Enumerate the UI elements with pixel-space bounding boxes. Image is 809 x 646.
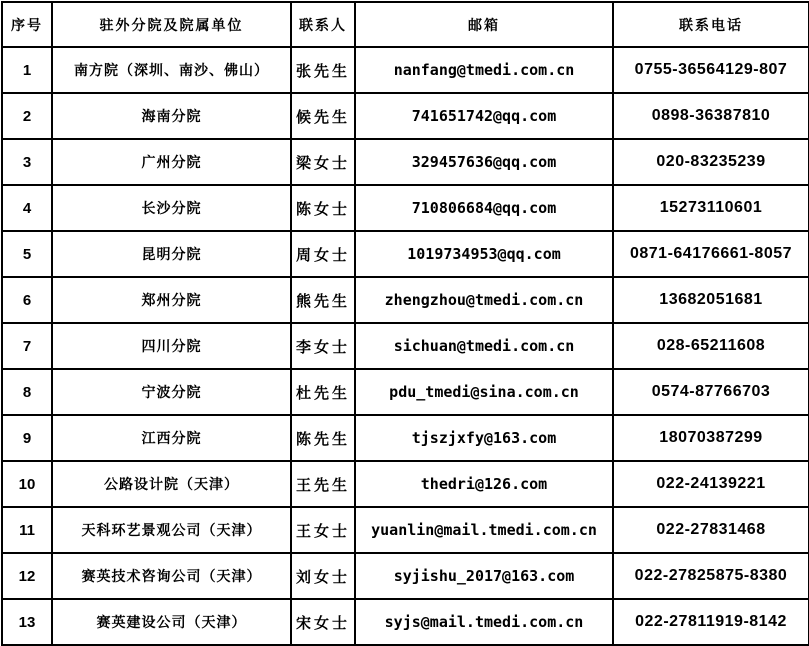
phone-number: 022-27811919-8142: [613, 599, 809, 645]
unit-name: 郑州分院: [52, 277, 291, 323]
phone-number: 13682051681: [613, 277, 809, 323]
table-row: [2, 369, 809, 415]
phone-number: 028-65211608: [613, 323, 809, 369]
row-number: 10: [2, 461, 52, 507]
row-number: 12: [2, 553, 52, 599]
phone-number: 0898-36387810: [613, 93, 809, 139]
email-address[interactable]: tjszjxfy@163.com: [355, 415, 613, 461]
contact-person: 李女士: [291, 323, 355, 369]
phone-number: 0871-64176661-8057: [613, 231, 809, 277]
contact-person: 陈先生: [291, 415, 355, 461]
email-address[interactable]: pdu_tmedi@sina.com.cn: [355, 369, 613, 415]
table-row: [2, 415, 809, 461]
contact-person: 梁女士: [291, 139, 355, 185]
contact-person: 周女士: [291, 231, 355, 277]
email-address[interactable]: 329457636@qq.com: [355, 139, 613, 185]
table-row: [2, 461, 809, 507]
header-phone: 联系电话: [613, 2, 809, 47]
unit-name: 四川分院: [52, 323, 291, 369]
phone-number: 020-83235239: [613, 139, 809, 185]
unit-name: 公路设计院（天津）: [52, 461, 291, 507]
row-number: 9: [2, 415, 52, 461]
row-number: 7: [2, 323, 52, 369]
table-row: [2, 139, 809, 185]
table-row: [2, 47, 809, 93]
table-header-row: [2, 2, 809, 47]
unit-name: 长沙分院: [52, 185, 291, 231]
contact-person: 王先生: [291, 461, 355, 507]
table-row: [2, 553, 809, 599]
row-number: 2: [2, 93, 52, 139]
contact-person: 熊先生: [291, 277, 355, 323]
contact-person: 陈女士: [291, 185, 355, 231]
phone-number: 0574-87766703: [613, 369, 809, 415]
unit-name: 江西分院: [52, 415, 291, 461]
email-address[interactable]: syjs@mail.tmedi.com.cn: [355, 599, 613, 645]
row-number: 6: [2, 277, 52, 323]
contact-person: 杜先生: [291, 369, 355, 415]
contact-person: 刘女士: [291, 553, 355, 599]
phone-number: 022-24139221: [613, 461, 809, 507]
row-number: 3: [2, 139, 52, 185]
table-row: [2, 599, 809, 645]
contact-person: 张先生: [291, 47, 355, 93]
unit-name: 海南分院: [52, 93, 291, 139]
unit-name: 赛英技术咨询公司（天津）: [52, 553, 291, 599]
table-row: [2, 507, 809, 553]
table-row: [2, 277, 809, 323]
table-row: [2, 231, 809, 277]
contact-table: [1, 1, 809, 646]
phone-number: 022-27831468: [613, 507, 809, 553]
unit-name: 昆明分院: [52, 231, 291, 277]
table-body: [2, 47, 809, 645]
unit-name: 南方院（深圳、南沙、佛山）: [52, 47, 291, 93]
phone-number: 15273110601: [613, 185, 809, 231]
header-email: 邮箱: [355, 2, 613, 47]
contact-person: 候先生: [291, 93, 355, 139]
email-address[interactable]: nanfang@tmedi.com.cn: [355, 47, 613, 93]
phone-number: 0755-36564129-807: [613, 47, 809, 93]
email-address[interactable]: zhengzhou@tmedi.com.cn: [355, 277, 613, 323]
header-no: 序号: [2, 2, 52, 47]
email-address[interactable]: 741651742@qq.com: [355, 93, 613, 139]
unit-name: 宁波分院: [52, 369, 291, 415]
unit-name: 广州分院: [52, 139, 291, 185]
header-contact: 联系人: [291, 2, 355, 47]
email-address[interactable]: 1019734953@qq.com: [355, 231, 613, 277]
unit-name: 天科环艺景观公司（天津）: [52, 507, 291, 553]
contact-person: 王女士: [291, 507, 355, 553]
row-number: 8: [2, 369, 52, 415]
row-number: 11: [2, 507, 52, 553]
email-address[interactable]: sichuan@tmedi.com.cn: [355, 323, 613, 369]
email-address[interactable]: yuanlin@mail.tmedi.com.cn: [355, 507, 613, 553]
email-address[interactable]: thedri@126.com: [355, 461, 613, 507]
email-address[interactable]: 710806684@qq.com: [355, 185, 613, 231]
row-number: 4: [2, 185, 52, 231]
phone-number: 18070387299: [613, 415, 809, 461]
email-address[interactable]: syjishu_2017@163.com: [355, 553, 613, 599]
header-unit: 驻外分院及院属单位: [52, 2, 291, 47]
table-row: [2, 185, 809, 231]
table-row: [2, 323, 809, 369]
phone-number: 022-27825875-8380: [613, 553, 809, 599]
row-number: 1: [2, 47, 52, 93]
table-row: [2, 93, 809, 139]
contact-person: 宋女士: [291, 599, 355, 645]
row-number: 5: [2, 231, 52, 277]
unit-name: 赛英建设公司（天津）: [52, 599, 291, 645]
row-number: 13: [2, 599, 52, 645]
